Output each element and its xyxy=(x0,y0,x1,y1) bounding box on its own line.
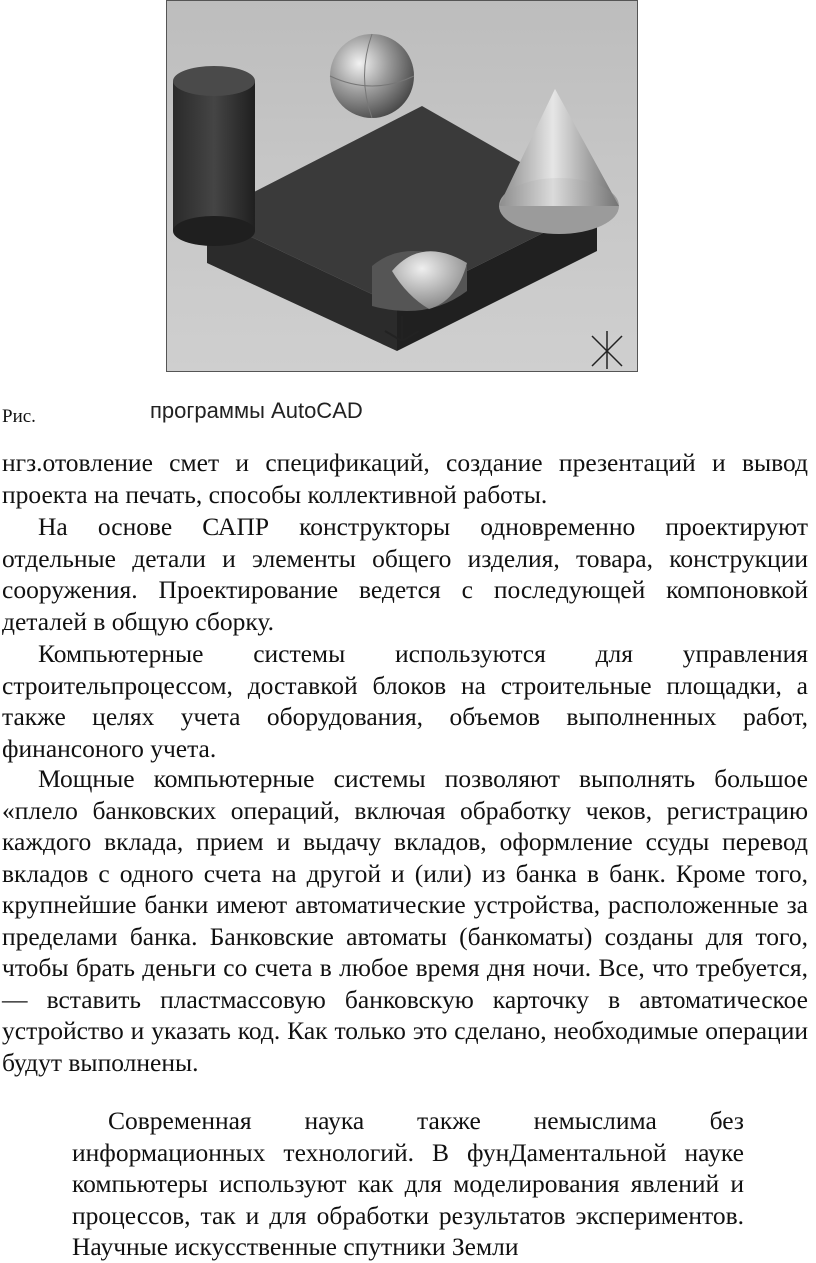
paragraph-5: Современная наука также немыслима без информационных технологий. В фунДаментальной науке компьютеры используют как для моделирования явлений и процессов, так и для обработки результатов экспериментов. Научные искусственные спутники Земли xyxy=(72,1106,744,1261)
cylinder-shape xyxy=(173,66,255,246)
compass-star-icon xyxy=(592,331,622,369)
figure-caption-text: программы AutoCAD xyxy=(150,398,363,423)
autocad-3d-scene xyxy=(167,1,637,371)
sphere-shape xyxy=(330,34,414,118)
paragraph-3: Компьютерные системы используются для управления строительпроцессом, доставкой блоков на строительные площадки, а также целях учета оборудования, объемов выполненных работ, финансоного учета. xyxy=(2,639,808,763)
paragraph-2: На основе САПР конструкторы одновременно проектируют отдельные детали и элементы общего изделия, товара, конструкции сооружения. Проектирование ведется с последующей компоновкой деталей в общую сборку. xyxy=(2,512,808,636)
figure-caption-prefix: Рис. xyxy=(2,406,36,427)
paragraph-4: Мощные компьютерные системы позволяют выполнять большое «плело банковских операций, включая обработку чеков, регистрацию каждого вклада, прием и выдачу вкладов, оформление ссуды перевод вкладов с одного счета на другой и (или) из банка в банк. Кроме того, крупнейшие банки имеют автоматические устройства, расположенные за пределами банка. Банковские автоматы (банкоматы) созданы для того, чтобы брать деньги со счета в любое время дня ночи. Все, что требуется, — вставить пластмассовую банковскую карточку в автоматическое устройство и указать код. Как только это сделано, необходимые операции будут выполнены. xyxy=(2,764,808,1077)
paragraph-1: нгз.отовление смет и спецификаций, создание презентаций и вывод проекта на печать, способы коллективной работы. xyxy=(2,448,808,509)
autocad-figure xyxy=(166,0,638,372)
